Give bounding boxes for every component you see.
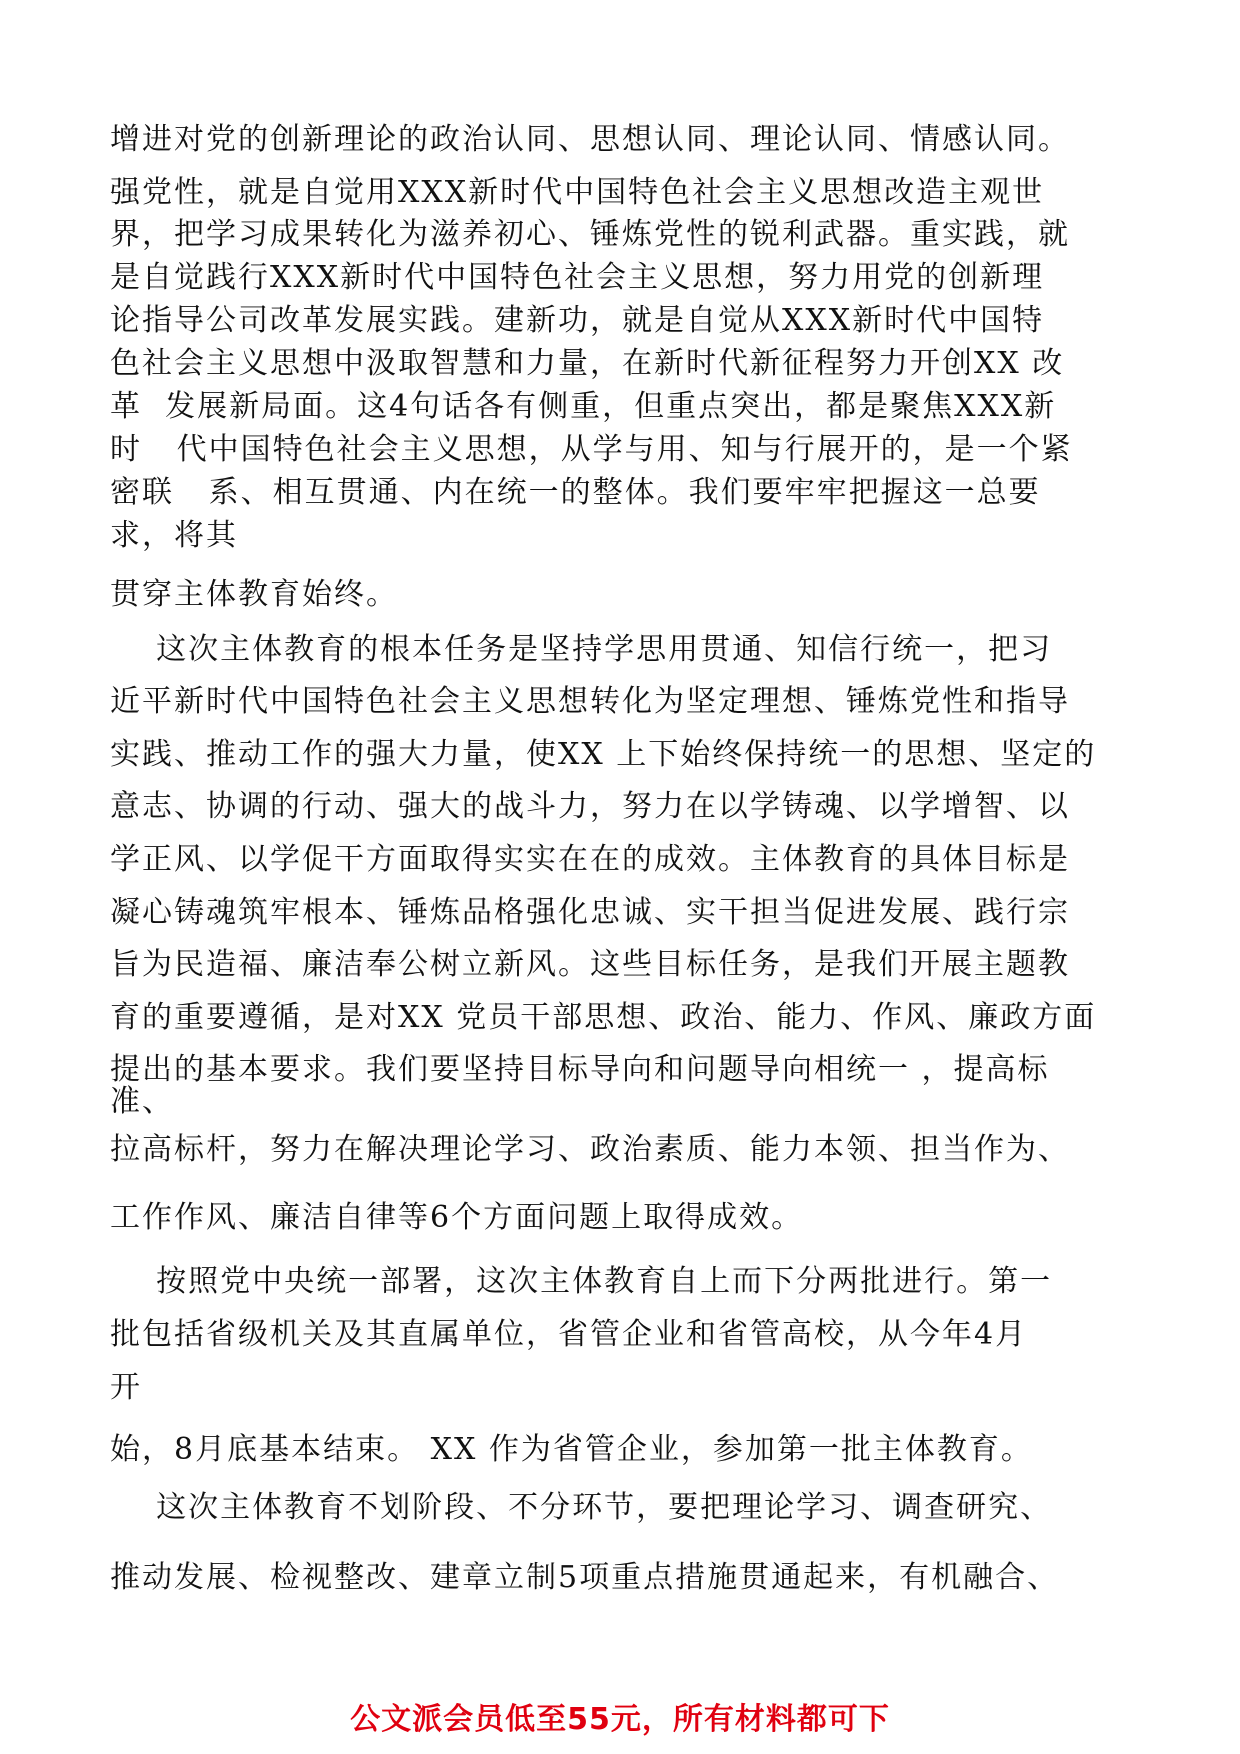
text-line: 革 发展新局面。这4句话各有侧重，但重点突出，都是聚焦XXX新 [110,389,1057,424]
text-line: 准、 [110,1084,174,1119]
text-line: 强党性，就是自觉用XXX新时代中国特色社会主义思想改造主观世 [110,175,1045,210]
text-line: 提出的基本要求。我们要坚持目标导向和问题导向相统一 ，提高标 [110,1052,1050,1087]
text-line: 这次主体教育的根本任务是坚持学思用贯通、知信行统一，把习 [110,632,1053,667]
text-line: 近平新时代中国特色社会主义思想转化为坚定理想、锤炼党性和指导 [110,684,1070,719]
text-line: 批包括省级机关及其直属单位，省管企业和省管高校，从今年4月 [110,1317,1028,1352]
text-line: 工作作风、廉洁自律等6个方面问题上取得成效。 [110,1200,804,1235]
text-line: 推动发展、检视整改、建章立制5项重点措施贯通起来，有机融合、 [110,1560,1060,1595]
text-line: 旨为民造福、廉洁奉公树立新风。这些目标任务，是我们开展主题教 [110,947,1070,982]
text-line: 学正风、以学促干方面取得实实在在的成效。主体教育的具体目标是 [110,842,1070,877]
text-line: 这次主体教育不划阶段、不分环节，要把理论学习、调查研究、 [110,1490,1053,1525]
text-line: 是自觉践行XXX新时代中国特色社会主义思想，努力用党的创新理 [110,260,1045,295]
text-line: 按照党中央统一部署，这次主体教育自上而下分两批进行。第一 [110,1264,1053,1299]
text-line: 界，把学习成果转化为滋养初心、锤炼党性的锐利武器。重实践，就 [110,217,1070,252]
text-line: 开 [110,1370,142,1405]
text-line: 凝心铸魂筑牢根本、锤炼品格强化忠诚、实干担当促进发展、践行宗 [110,895,1070,930]
text-line: 始，8月底基本结束。 XX 作为省管企业，参加第一批主体教育。 [110,1432,1033,1467]
text-line: 论指导公司改革发展实践。建新功，就是自觉从XXX新时代中国特 [110,303,1045,338]
text-line: 色社会主义思想中汲取智慧和力量，在新时代新征程努力开创XX 改 [110,346,1065,381]
promo-footer: 公文派会员低至55元，所有材料都可下 [350,1702,890,1737]
text-line: 求，将其 [110,518,238,553]
text-line: 贯穿主体教育始终。 [110,577,398,612]
text-line: 增进对党的创新理论的政治认同、思想认同、理论认同、情感认同。 [110,122,1070,157]
text-line: 育的重要遵循，是对XX 党员干部思想、政治、能力、作风、廉政方面 [110,1000,1097,1035]
text-line: 密联 系、相互贯通、内在统一的整体。我们要牢牢把握这一总要 [110,475,1041,510]
text-line: 实践、推动工作的强大力量，使XX 上下始终保持统一的思想、坚定的 [110,737,1097,772]
text-line: 时 代中国特色社会主义思想，从学与用、知与行展开的，是一个紧 [110,432,1073,467]
text-line: 拉高标杆，努力在解决理论学习、政治素质、能力本领、担当作为、 [110,1132,1070,1167]
text-line: 意志、协调的行动、强大的战斗力，努力在以学铸魂、以学增智、以 [110,789,1070,824]
